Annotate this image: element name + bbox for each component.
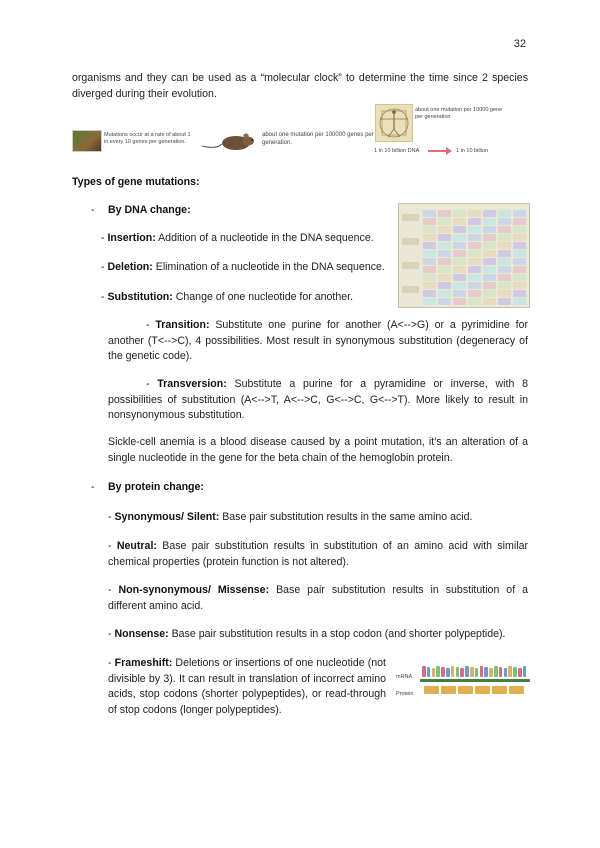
codon-cell	[513, 298, 526, 305]
caption-right-bottom-left: 1 in 10 billion DNA	[374, 148, 420, 154]
nucleotide-bar	[470, 667, 474, 677]
codon-table-image	[398, 203, 530, 308]
codon-cell	[423, 250, 436, 257]
codon-cell	[468, 266, 481, 273]
codon-row-label	[402, 262, 419, 269]
caption-right-top: about one mutation per 10000 gene per generation	[415, 107, 503, 120]
codon-cell	[498, 226, 511, 233]
codon-cell	[513, 226, 526, 233]
codon-cell	[498, 298, 511, 305]
codon-cell	[483, 282, 496, 289]
codon-cell	[453, 226, 466, 233]
nucleotide-bar	[427, 667, 431, 677]
nucleotide-bar	[523, 666, 527, 677]
codon-cell	[498, 218, 511, 225]
codon-cell	[513, 242, 526, 249]
codon-cell	[438, 258, 451, 265]
dna-change-bullet: -	[91, 204, 95, 216]
frameshift-image	[396, 660, 530, 702]
codon-cell	[498, 250, 511, 257]
codon-cell	[468, 274, 481, 281]
codon-cell	[453, 290, 466, 297]
codon-cell	[483, 226, 496, 233]
amino-acid-block	[509, 686, 524, 694]
frameshift-label-protein: Protein	[396, 691, 414, 697]
frameshift-label-mrna: mRNA	[396, 674, 413, 680]
codon-cell	[453, 274, 466, 281]
codon-cell	[468, 234, 481, 241]
human-image	[375, 104, 413, 142]
codon-cell	[468, 290, 481, 297]
codon-cell	[438, 298, 451, 305]
codon-cell	[423, 266, 436, 273]
codon-cell	[423, 290, 436, 297]
codon-cell	[438, 234, 451, 241]
nucleotide-bar	[456, 667, 460, 677]
nucleotide-bar	[465, 666, 469, 677]
mrna-backbone	[420, 679, 530, 682]
protein-change-bullet: -	[91, 481, 95, 493]
transition-item: - Transition: Substitute one purine for another (A<-->G) or a pyrimidine for another (T<-->C), 4 possibilities. Most result in synonymous substitution (degeneracy of the genetic code).	[108, 319, 528, 362]
codon-cell	[483, 298, 496, 305]
codon-cell	[513, 282, 526, 289]
codon-cell	[483, 234, 496, 241]
codon-cell	[423, 226, 436, 233]
nucleotide-bar	[513, 667, 517, 677]
codon-cell	[468, 298, 481, 305]
codon-cell	[453, 234, 466, 241]
caption-right-bottom: 1 in 10 billion	[456, 148, 489, 154]
dna-change-heading: By DNA change:	[108, 204, 191, 216]
protein-change-heading: By protein change:	[108, 481, 204, 493]
nucleotide-bar	[508, 666, 512, 677]
codon-cell	[453, 258, 466, 265]
codon-cell	[468, 226, 481, 233]
codon-cell	[423, 258, 436, 265]
codon-cell	[468, 250, 481, 257]
codon-cell	[498, 274, 511, 281]
codon-cell	[438, 274, 451, 281]
codon-cell	[468, 258, 481, 265]
codon-cell	[453, 298, 466, 305]
codon-cell	[513, 266, 526, 273]
nucleotide-bar	[494, 666, 498, 677]
codon-cell	[483, 274, 496, 281]
codon-cell	[438, 242, 451, 249]
codon-cell	[468, 242, 481, 249]
page-number: 32	[513, 38, 526, 50]
caption-left: Mutations occur at a rate of about 1 in every 10 genes per generation.	[104, 132, 191, 145]
amino-acid-block	[475, 686, 490, 694]
codon-cell	[513, 218, 526, 225]
codon-cell	[453, 250, 466, 257]
amino-acid-block	[441, 686, 456, 694]
amino-acid-block	[458, 686, 473, 694]
codon-cell	[513, 290, 526, 297]
nucleotide-bar	[480, 666, 484, 677]
codon-cell	[423, 298, 436, 305]
codon-cell	[513, 274, 526, 281]
codon-cell	[438, 210, 451, 217]
amino-acid-block	[424, 686, 439, 694]
codon-cell	[438, 226, 451, 233]
bacteria-image	[72, 130, 102, 152]
nucleotide-bar	[489, 668, 493, 677]
codon-cell	[483, 290, 496, 297]
codon-cell	[483, 210, 496, 217]
codon-cell	[453, 210, 466, 217]
synonymous-item: - Synonymous/ Silent: Base pair substitution results in the same amino acid.	[108, 511, 473, 523]
codon-cell	[468, 282, 481, 289]
nucleotide-bar	[504, 668, 508, 677]
codon-cell	[438, 250, 451, 257]
codon-row-label	[402, 214, 419, 221]
codon-cell	[438, 218, 451, 225]
deletion-item: - Deletion: Elimination of a nucleotide in the DNA sequence.	[101, 261, 385, 273]
codon-cell	[513, 210, 526, 217]
transversion-item: - Transversion: Substitute a purine for a pyramidine or inverse, with 8 possibilities of substitution (A<-->T, A<-->C, G<-->C, G<-->T). More likely to result in nonsynonymous substitution.	[108, 378, 528, 421]
nucleotide-bar	[432, 668, 436, 677]
nucleotide-bar	[422, 666, 426, 677]
nucleotide-bar	[484, 667, 488, 677]
nucleotide-bar	[499, 667, 503, 677]
codon-cell	[423, 210, 436, 217]
codon-cell	[483, 250, 496, 257]
neutral-item: - Neutral: Base pair substitution results in substitution of an amino acid with similar chemical properties (protein function is not altered).	[108, 540, 528, 568]
codon-cell	[453, 242, 466, 249]
codon-cell	[498, 266, 511, 273]
frameshift-item: - Frameshift: Deletions or insertions of one nucleotide (not divisible by 3). It can result in translation of incorrect amino acids, stop codons (shorter polypeptides), or read-through of stop codons (longer polypeptides).	[108, 657, 386, 716]
codon-cell	[468, 218, 481, 225]
nucleotide-bar	[451, 666, 455, 677]
codon-cell	[483, 266, 496, 273]
codon-cell	[513, 258, 526, 265]
codon-cell	[438, 266, 451, 273]
codon-cell	[423, 282, 436, 289]
insertion-item: - Insertion: Addition of a nucleotide in the DNA sequence.	[101, 232, 374, 244]
codon-cell	[438, 282, 451, 289]
codon-cell	[498, 258, 511, 265]
codon-cell	[483, 242, 496, 249]
codon-cell	[438, 290, 451, 297]
molecular-clock-figure	[72, 104, 532, 160]
nonsense-item: - Nonsense: Base pair substitution results in a stop codon (and shorter polypeptide).	[108, 628, 506, 640]
mouse-image	[200, 130, 258, 152]
nucleotide-bar	[475, 668, 479, 677]
codon-cell	[453, 282, 466, 289]
codon-cell	[483, 258, 496, 265]
codon-cell	[498, 290, 511, 297]
nucleotide-bar	[460, 668, 464, 677]
codon-cell	[423, 242, 436, 249]
nucleotide-bar	[446, 668, 450, 677]
codon-cell	[423, 234, 436, 241]
nucleotide-bar	[518, 668, 522, 677]
codon-row-label	[402, 286, 419, 293]
codon-cell	[498, 234, 511, 241]
codon-row-label	[402, 238, 419, 245]
codon-cell	[423, 218, 436, 225]
codon-cell	[423, 274, 436, 281]
nucleotide-bar	[441, 667, 445, 677]
codon-cell	[468, 210, 481, 217]
codon-cell	[513, 234, 526, 241]
codon-cell	[498, 210, 511, 217]
section-title: Types of gene mutations:	[72, 176, 200, 188]
amino-acid-block	[492, 686, 507, 694]
missense-item: - Non-synonymous/ Missense: Base pair substitution results in substitution of a different amino acid.	[108, 584, 528, 612]
nucleotide-bar	[436, 666, 440, 677]
sickle-cell-paragraph: Sickle-cell anemia is a blood disease caused by a point mutation, it’s an alteration of a single nucleotide in the gene for the beta chain of the hemoglobin protein.	[108, 436, 528, 464]
codon-cell	[513, 250, 526, 257]
arrow-icon	[428, 147, 452, 155]
intro-paragraph: organisms and they can be used as a “molecular clock” to determine the time since 2 species diverged during their evolution.	[72, 72, 528, 100]
codon-cell	[498, 242, 511, 249]
codon-cell	[498, 282, 511, 289]
codon-cell	[453, 218, 466, 225]
substitution-item: - Substitution: Change of one nucleotide for another.	[101, 291, 354, 303]
codon-cell	[483, 218, 496, 225]
codon-cell	[453, 266, 466, 273]
caption-mid: about one mutation per 100000 genes per generation.	[262, 132, 374, 146]
